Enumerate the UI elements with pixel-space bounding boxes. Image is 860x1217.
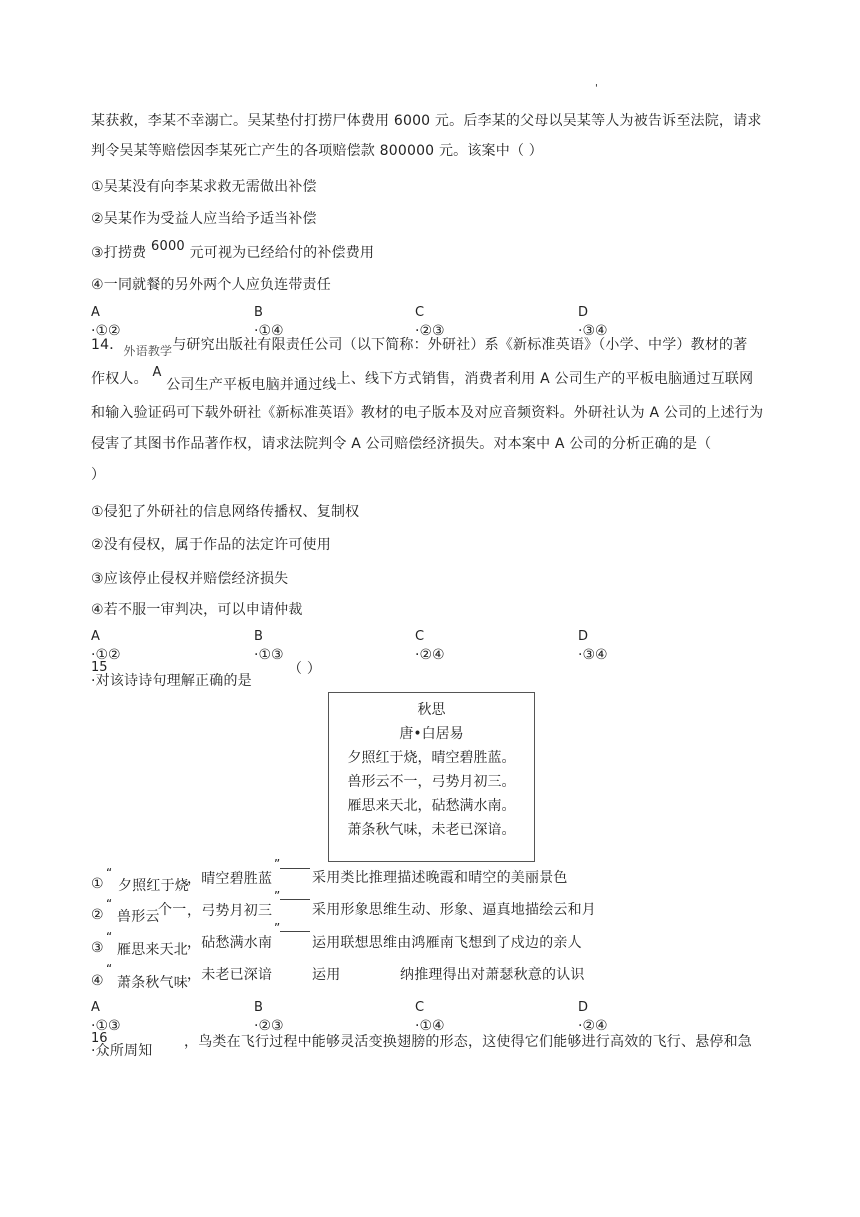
item-quote-b: ，晴空碧胜蓝 [187,871,273,887]
q14-subject: 外语教学 [123,344,173,358]
item-quote-a2: 个一 [158,902,187,918]
item-quote-a: 萧条秋气味 [117,975,188,991]
q14-stem-line-2 [91,365,754,393]
q15-stem: ·对该诗诗句理解正确的是 [91,673,252,689]
item-analysis: 运用联想思维由鸿雁南飞想到了戍边的亲人 [312,935,582,951]
option-text: ·①③ [91,1018,121,1034]
q15-option-a[interactable] [91,996,121,1034]
q14-item-2: ②没有侵权，属于作品的法定许可使用 [91,537,331,553]
option-text: ·①④ [254,323,284,339]
q14-option-a[interactable] [91,625,121,663]
item-analysis-lead: 运用 [312,967,341,983]
open-quote: “ [106,897,113,911]
q14-line2-a: 作权人。 [91,371,148,387]
option-letter: B [254,1000,263,1015]
option-text: ·①③ [254,647,284,663]
option-letter: B [254,305,263,320]
option-text: ·①② [91,647,121,663]
q14-line2-b: 公司生产平板电脑并通过线 [166,377,337,393]
item-quote-b: ，未老已深谙 [187,967,273,983]
option-letter: B [254,629,263,644]
question-number: 15 [91,660,108,675]
option-letter: D [578,629,589,644]
poem-title: 秋思 [417,702,446,718]
close-quote: ” [274,889,281,903]
option-text: ·②④ [578,1018,608,1034]
q14-option-c[interactable] [415,625,445,663]
item-quote-a: 兽形云 [117,909,160,925]
q13-item-4: ④一同就餐的另外两个人应负连带责任 [91,277,331,293]
option-text: ·②③ [254,1018,284,1034]
option-text: ·③④ [578,323,608,339]
poem-line: 萧条秋气味，未老已深谙。 [347,822,516,838]
option-letter: C [415,1000,425,1015]
item-quote-b: ，弓势月初三 [187,903,273,919]
option-text: ·②③ [415,323,445,339]
option-text: ·②④ [415,647,445,663]
poem-line: 兽形云不一，弓势月初三。 [347,774,516,790]
close-quote: ” [274,857,281,871]
option-text: ·③④ [578,647,608,663]
q15-option-b[interactable] [254,996,284,1034]
q16-lead: ·众所周知 [91,1043,153,1059]
dash-rule [280,931,310,932]
q14-line2-c: 上、线下方式销售，消费者利用 A 公司生产的平板电脑通过互联网 [336,371,754,387]
q13-option-c[interactable] [415,301,445,339]
q13-stem-line-2: 判令吴某等赔偿因李某死亡产生的各项赔偿款 800000 元。该案中（ ） [91,143,543,159]
q13-item-3-label: ③打捞费 [91,245,147,261]
q15-option-d[interactable] [578,996,608,1034]
open-quote: “ [106,962,113,976]
question-number: 16 [91,1031,108,1046]
close-quote: ” [274,921,281,935]
open-quote: “ [106,930,113,944]
question-number: 14． [91,337,124,353]
option-letter: A [91,1000,100,1015]
poem-author: 唐•白居易 [399,726,464,742]
q14-stem-line-4: 侵害了其图书作品著作权，请求法院判令 A 公司赔偿经济损失。对本案中 A 公司的分析正确的是（ [91,436,712,452]
item-num: ④ [91,973,104,989]
item-quote-a: 夕照红于烧 [118,878,189,894]
dash-rule [280,868,310,869]
q15-answer-paren: （ ） [288,661,322,677]
q13-item-3-amount: 6000 [151,239,185,254]
option-letter: C [415,305,425,320]
option-letter: A [91,629,100,644]
q15-option-c[interactable] [415,996,445,1034]
item-num: ③ [91,940,104,956]
option-letter: A [91,305,100,320]
item-num: ② [91,907,104,923]
q13-item-1: ①吴某没有向李某求救无需做出补偿 [91,179,317,195]
q13-item-3 [91,239,375,263]
stray-mark: ' [595,83,598,94]
option-text: ·①④ [415,1018,445,1034]
item-analysis: 采用类比推理描述晚霞和晴空的美丽景色 [312,870,568,886]
q13-option-d[interactable] [578,301,608,339]
item-num: ① [91,876,104,892]
q14-stem-line-3: 和输入验证码可下载外研社《新标准英语》教材的电子版本及对应音频资料。外研社认为 A 公司的上述行为 [91,405,764,421]
option-letter: C [415,629,425,644]
q14-stem-line-5: ） [91,467,106,483]
item-analysis: 纳推理得出对萧瑟秋意的认识 [400,967,585,983]
option-letter: D [578,305,589,320]
q14-option-d[interactable] [578,625,608,663]
q14-line1-rest: 与研究出版社有限责任公司（以下简称：外研社）系《新标准英语》（小学、中学）教材的著 [172,337,748,353]
poem-line: 雁思来天北，砧愁满水南。 [347,798,516,814]
q13-option-a[interactable] [91,301,121,339]
q13-item-2: ②吴某作为受益人应当给予适当补偿 [91,211,317,227]
q13-item-3-rest: 元可视为已经给付的补偿费用 [189,245,375,261]
q13-stem-line-1: 某获救，李某不幸溺亡。吴某垫付打捞尸体费用 6000 元。后李某的父母以吴某等人为被告诉至法院，请求 [91,113,762,129]
q14-stem-line-1 [91,336,748,358]
q14-item-4: ④若不服一审判决，可以申请仲裁 [91,602,303,618]
item-analysis: 采用形象思维生动、形象、逼真地描绘云和月 [312,902,596,918]
dash-rule [280,899,310,900]
q14-line2-A: A [152,365,162,380]
poem-line: 夕照红于烧，晴空碧胜蓝。 [347,750,516,766]
poem-box [328,692,535,862]
option-letter: D [578,1000,589,1015]
q16-stem: ，鸟类在飞行过程中能够灵活变换翅膀的形态，这使得它们能够进行高效的飞行、悬停和急 [184,1034,752,1050]
q14-item-1: ①侵犯了外研社的信息网络传播权、复制权 [91,504,360,520]
item-quote-b: ，砧愁满水南 [187,935,273,951]
item-quote-a: 雁思来天北 [117,942,188,958]
q14-option-b[interactable] [254,625,284,663]
option-text: ·①② [91,323,121,339]
open-quote: “ [106,866,113,880]
q14-item-3: ③应该停止侵权并赔偿经济损失 [91,571,289,587]
q13-option-b[interactable] [254,301,284,339]
